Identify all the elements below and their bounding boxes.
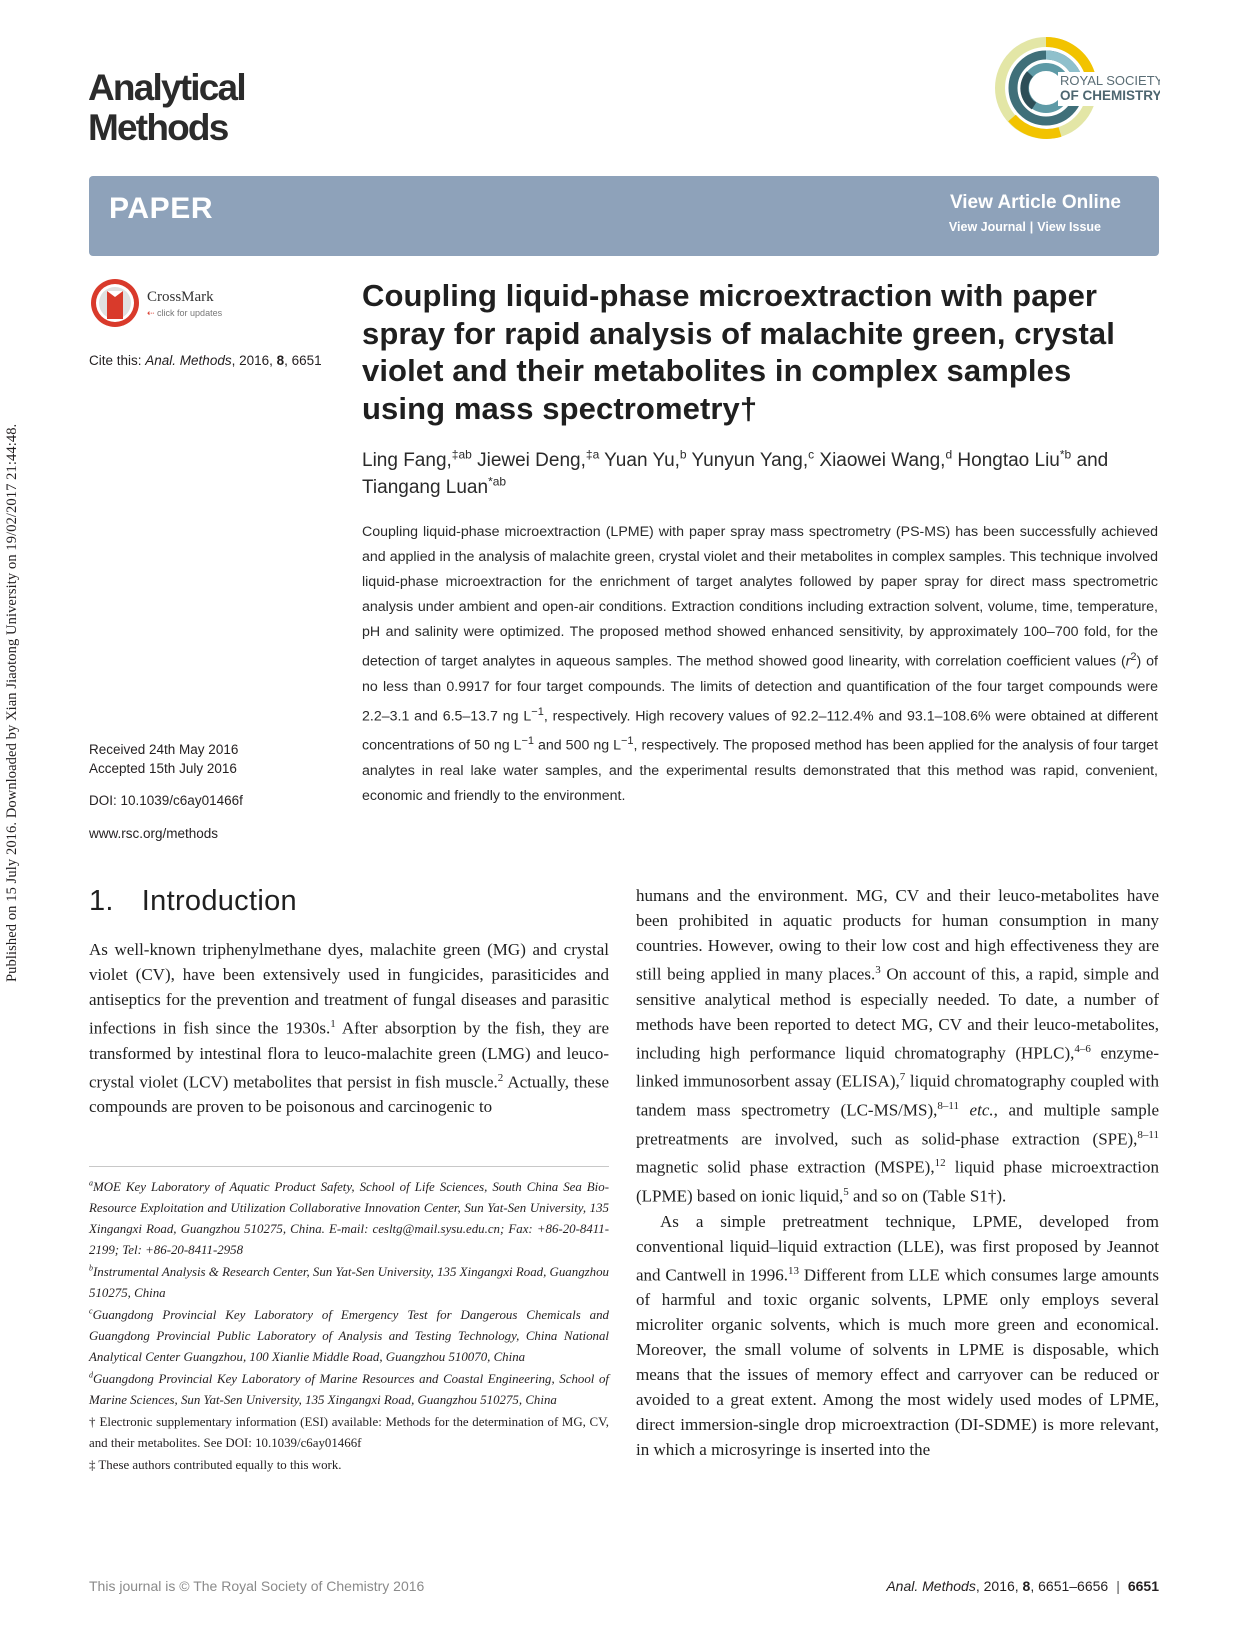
author-affiliation-mark: d: [945, 447, 953, 462]
reference-link[interactable]: 8–11: [1137, 1128, 1159, 1141]
body-column-right: [636, 883, 1159, 1462]
footnote-mark: a: [89, 1178, 93, 1188]
footnote-mark: b: [89, 1263, 93, 1273]
doi[interactable]: DOI: 10.1039/c6ay01466f: [89, 793, 243, 808]
author-name[interactable]: Yunyun Yang,: [686, 450, 809, 471]
footnote-divider: [89, 1166, 609, 1167]
journal-title[interactable]: [88, 68, 388, 148]
text-run: magnetic solid phase extraction (MSPE),: [636, 1157, 935, 1177]
paper-banner: [89, 176, 1159, 256]
reference-link[interactable]: 3: [875, 964, 881, 976]
abstract-part: ) of no less than 0.9917 for four target compounds. The limits of detection and quantification of the four target compounds were 2.2–3.1 and 6.5–13.7 ng L: [362, 653, 1158, 725]
reference-link[interactable]: 7: [899, 1071, 906, 1084]
reference-link[interactable]: 12: [934, 1157, 946, 1170]
citation: [89, 353, 322, 368]
author-name[interactable]: Hongtao Liu: [952, 450, 1060, 471]
footer-copyright: This journal is © The Royal Society of Chemistry 2016: [89, 1578, 425, 1594]
section-title: Introduction: [141, 885, 297, 917]
text-run: As well-known triphenylmethane dyes, malachite green (MG) and crystal violet (CV), have been extensively used in fungicides, parasiticides and antiseptics for the prevention and treatment of fungal diseases and parasitic infections in fish since the 1930s.: [89, 940, 609, 1038]
accepted-date: Accepted 15th July 2016: [89, 761, 237, 776]
affiliation-a: [89, 1177, 609, 1261]
crossmark-subtitle-text: click for updates: [157, 308, 223, 318]
view-links: [949, 220, 1101, 234]
author-affiliation-mark: ‡ab: [451, 447, 472, 462]
section-heading-introduction: [89, 885, 297, 918]
reference-link[interactable]: 2: [497, 1071, 504, 1084]
affiliation-d: [89, 1369, 609, 1411]
link-separator: |: [1029, 220, 1034, 234]
journal-title-line1: Analytical: [88, 67, 245, 108]
reference-link[interactable]: 1: [330, 1018, 336, 1030]
abstract-superscript: 2: [1130, 651, 1137, 663]
footnote-text: MOE Key Laboratory of Aquatic Product Safety, School of Life Sciences, South China Sea Bio-Resource Exploitation and Utilization Collaborative Innovation Center, Sun Yat-Sen University, 135 Xingangxi Road, Guangzhou 510275, China. E-mail: cesltg@mail.sysu.edu.cn; Fax: +86-20-8411-2199; Tel: +86-20-8411-2958: [89, 1180, 609, 1257]
footnote-text: Instrumental Analysis & Research Center, Sun Yat-Sen University, 135 Xingangxi Road, Guangzhou 510275, China: [89, 1265, 609, 1300]
journal-title-line2: Methods: [88, 107, 228, 148]
author-affiliation-mark: ‡a: [585, 447, 600, 462]
affiliation-c: [89, 1305, 609, 1368]
footer-pages: , 6651–6656: [1030, 1578, 1109, 1594]
crossmark-badge[interactable]: [89, 277, 259, 333]
paragraph: [89, 937, 609, 1119]
cite-year: , 2016,: [231, 353, 277, 368]
abstract-part: , respectively. High recovery values of 92.2–112.4% and 93.1–108.6% were obtained at different concentrations of 50 ng L: [362, 708, 1158, 755]
text-run: liquid chromatography coupled with tandem mass spectrometry (LC-MS/MS),: [636, 1071, 1159, 1120]
crossmark-title: CrossMark: [147, 289, 214, 305]
text-run: After absorption by the fish, they are transformed by intestinal flora to leuco-malachite green (LMG) and leuco-crystal violet (LCV) metabolites that persist in fish muscle.: [89, 1018, 609, 1092]
reference-link[interactable]: 5: [843, 1185, 849, 1198]
paragraph: [636, 1209, 1159, 1463]
abstract-part: Coupling liquid-phase microextraction (LPME) with paper spray mass spectrometry (PS-MS) has been successfully achieved and applied in the analysis of malachite green, crystal violet and their metabolites in complex samples. This technique involved liquid-phase microextraction for the enrichment of target analytes followed by paper spray for direct mass spectrometric analysis under ambient and open-air conditions. Extraction conditions including extraction solvent, volume, time, temperature, pH and salinity were optimized. The proposed method showed enhanced sensitivity, by approximately 100–700 fold, for the detection of target analytes in aqueous samples. The method showed good linearity, with correlation coefficient values (: [362, 524, 1158, 670]
abstract-superscript: −1: [531, 705, 544, 718]
author-name[interactable]: Jiewei Deng,: [471, 450, 586, 471]
view-article-online-link[interactable]: View Article Online: [949, 192, 1121, 213]
author-affiliation-mark: *b: [1059, 447, 1072, 462]
cite-journal: Anal. Methods: [145, 353, 232, 368]
reference-link[interactable]: 13: [787, 1264, 799, 1277]
text-run-italic: etc.: [958, 1100, 994, 1120]
author-name[interactable]: Yuan Yu,: [599, 450, 680, 471]
abstract-var-r: r: [1125, 653, 1131, 670]
crossmark-subtitle: [147, 308, 222, 319]
affiliation-b: [89, 1262, 609, 1304]
esi-note: † Electronic supplementary information (ESI) available: Methods for the determination of MG, CV, and their metabolites. See DOI: 10.1039/c6ay01466f: [89, 1415, 609, 1450]
text-run: , and multiple sample pretreatments are involved, such as solid-phase extraction (SPE),: [636, 1100, 1159, 1149]
cite-volume: 8: [276, 353, 285, 368]
footer-volume: 8: [1022, 1578, 1031, 1594]
page-number: 6651: [1127, 1578, 1159, 1594]
footnote-text: Guangdong Provincial Key Laboratory of Marine Resources and Coastal Engineering, School of Marine Sciences, Sun Yat-Sen University, 135 Xingangxi Road, Guangzhou 510275, China: [89, 1372, 609, 1407]
abstract-superscript: −1: [521, 735, 535, 748]
paragraph: [636, 883, 1159, 1209]
footnote-mark: c: [89, 1306, 93, 1316]
reference-link[interactable]: 8–11: [937, 1099, 959, 1112]
text-run: liquid phase microextraction (LPME) based on ionic liquid,: [636, 1157, 1159, 1206]
download-notice: Published on 15 July 2016. Downloaded by Xian Jiaotong University on 19/02/2017 21:44:48.: [4, 423, 20, 982]
footer-journal: Anal. Methods: [886, 1578, 976, 1594]
received-date: Received 24th May 2016: [89, 742, 239, 757]
author-affiliation-mark: c: [808, 447, 815, 462]
author-name[interactable]: Ling Fang,: [362, 450, 452, 471]
article-title: Coupling liquid-phase microextraction with paper spray for rapid analysis of malachite green, crystal violet and their metabolites in complex samples using mass spectrometry†: [362, 278, 1115, 426]
abstract-text: [362, 520, 1158, 809]
author-list: [362, 447, 1162, 501]
abstract: [362, 520, 1158, 809]
view-journal-link[interactable]: View Journal: [948, 220, 1026, 234]
text-run: humans and the environment. MG, CV and their leuco-metabolites have been prohibited in aquatic products for human consumption in many countries. However, owing to their low cost and high effectiveness they are still being applied in many places.: [636, 886, 1159, 984]
abstract-superscript: −1: [621, 735, 634, 748]
logo-line2: OF CHEMISTRY: [1060, 88, 1160, 103]
footer-citation: [886, 1578, 1159, 1594]
footnotes: [89, 1177, 609, 1477]
reference-link[interactable]: 4–6: [1074, 1042, 1091, 1055]
author-affiliation-mark: *ab: [488, 474, 507, 489]
rsc-logo-icon: [990, 32, 1160, 144]
cite-prefix: Cite this:: [89, 353, 146, 368]
footer-separator: |: [1116, 1578, 1120, 1594]
text-run: On account of this, a rapid, simple and sensitive analytical method is especially needed. To date, a number of methods have been reported to detect MG, CV and their leuco-metabolites, including high performance liquid chromatography (HPLC),: [636, 964, 1160, 1063]
text-run: Actually, these compounds are proven to be poisonous and carcinogenic to: [89, 1072, 609, 1117]
equal-contribution-note: ‡ These authors contributed equally to this work.: [89, 1458, 342, 1472]
footer-year: , 2016,: [975, 1578, 1023, 1594]
text-run: enzyme-linked immunosorbent assay (ELISA),: [636, 1043, 1159, 1091]
text-run: Different from LLE which consumes large amounts of harmful and toxic organic solvents, LPME only employs several microliter organic solvents, which is much more green and economical. Moreover, the small volume of solvents in LPME is disposable, which means that the issues of memory effect and carryover can be reduced or avoided to a great extent. Among the most widely used modes of LPME, direct immersion-single drop microextraction (DI-SDME) is more relevant, in which a microsyringe is inserted into the: [636, 1265, 1159, 1460]
rsc-logo[interactable]: [990, 32, 1160, 144]
view-issue-link[interactable]: View Issue: [1037, 220, 1101, 234]
footnote-mark: d: [89, 1370, 93, 1380]
article-type-label: PAPER: [109, 192, 214, 225]
abstract-part: , respectively. The proposed method has been applied for the analysis of four target analytes in real lake water samples, and the experimental results demonstrated that this method was rapid, convenient, economic and friendly to the environment.: [362, 738, 1159, 805]
arrow-left-icon: ⇠: [147, 308, 158, 318]
crossmark-icon: [89, 277, 141, 329]
cite-page: , 6651: [284, 353, 322, 368]
footnote-text: Guangdong Provincial Key Laboratory of Emergency Test for Dangerous Chemicals and Guangdong Provincial Public Laboratory of Analysis and Testing Technology, China National Analytical Center Guangzhou, 100 Xianlie Middle Road, Guangzhou 510070, China: [89, 1308, 609, 1364]
author-affiliation-mark: b: [679, 447, 687, 462]
section-number: 1.: [89, 885, 114, 917]
abstract-part: and 500 ng L: [534, 738, 621, 755]
journal-website-link[interactable]: www.rsc.org/methods: [89, 826, 219, 841]
logo-line1: ROYAL SOCIETY: [1060, 73, 1160, 88]
text-run: and so on (Table S1†).: [848, 1186, 1007, 1206]
body-column-left: [89, 937, 609, 1119]
author-name[interactable]: Xiaowei Wang,: [814, 450, 946, 471]
author-name[interactable]: and Tiangang Luan: [362, 450, 1109, 498]
text-run: As a simple pretreatment technique, LPME, developed from conventional liquid–liquid extraction (LLE), was first proposed by Jeannot and Cantwell in 1996.: [636, 1211, 1159, 1285]
